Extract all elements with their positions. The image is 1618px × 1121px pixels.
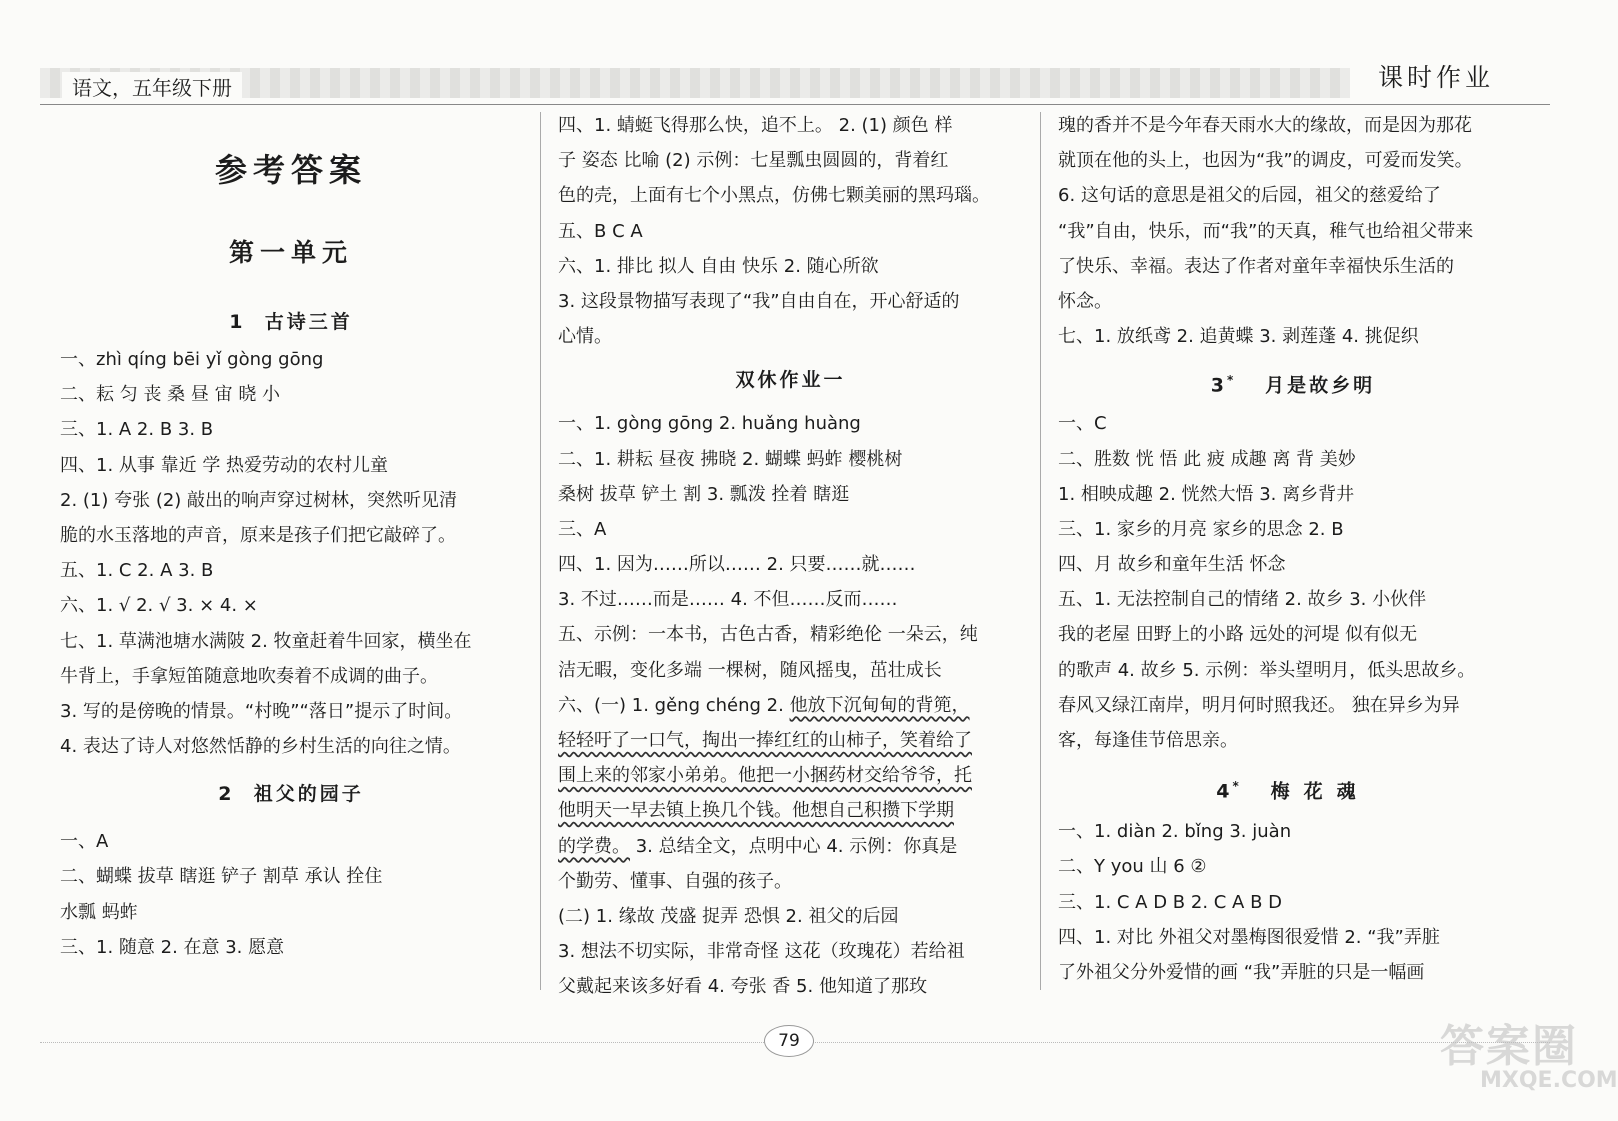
column-left [60,108,522,965]
column-divider [1040,112,1041,990]
answer-line: 四、1. 从事 靠近 学 热爱劳动的农村儿童 [60,454,389,476]
header-series-title: 课时作业 [1372,58,1500,94]
answer-line: 春风又绿江南岸，明月何时照我还。 独在异乡为异 [1058,694,1460,716]
underlined-answer: 的学费。 [558,835,630,857]
section-heading: 双休作业一 [735,369,846,392]
answer-line: 四、1. 对比 外祖父对墨梅图很爱惜 2. “我”弄脏 [1058,926,1440,948]
answer-line: 6. 这句话的意思是祖父的后园，祖父的慈爱给了 [1058,185,1441,207]
lesson-heading: 2 祖父的园子 [218,783,364,806]
header-book-title: 语文，五年级下册 [62,72,242,101]
answer-line: 了外祖父分外爱惜的画 “我”弄脏的只是一幅画 [1058,961,1425,983]
answer-line: 四、1. 蜻蜓飞得那么快，追不上。 2. (1) 颜色 样 [558,115,953,136]
answer-line: 1. 相映成趣 2. 恍然大悟 3. 离乡背井 [1058,483,1355,505]
header-rule [40,104,1550,105]
answer-line: 3. 想法不切实际，非常奇怪 这花（玫瑰花）若给祖 [558,941,965,963]
answer-line: 的学费。 3. 总结全文，点明中心 4. 示例：你真是 [558,835,958,857]
answer-line: 七、1. 草满池塘水满陂 2. 牧童赶着牛回家，横坐在 [60,630,472,652]
answer-line: 二、耘 匀 丧 桑 昼 宙 晓 小 [60,384,281,406]
answer-line: 三、1. 随意 2. 在意 3. 愿意 [60,936,285,958]
answer-line: 二、Y you 山 6 ② [1058,856,1207,878]
answer-line: 牛背上，手拿短笛随意地吹奏着不成调的曲子。 [60,665,438,687]
answer-line: 3. 不过……而是…… 4. 不但……反而…… [558,589,898,611]
lesson-heading: 1 古诗三首 [229,311,353,333]
answer-line: 我的老屋 田野上的小路 远处的河堤 似有似无 [1058,624,1418,646]
answer-line: 二、1. 耕耘 昼夜 拂晓 2. 蝴蝶 蚂蚱 樱桃树 [558,448,903,470]
answer-line: 二、蝴蝶 拔草 瞎逛 铲子 割草 承认 拴住 [60,866,383,888]
underlined-answer: 他明天一早去镇上换几个钱。他想自己积攒下学期 [558,800,954,822]
answer-line: 三、A [558,518,607,540]
answer-line: 怀念。 [1058,290,1112,312]
answer-line: 六、(一) 1. gěng chéng 2. 他放下沉甸甸的背篼， [558,694,970,716]
answer-line: 心情。 [558,326,612,348]
answer-line: 三、1. C A D B 2. C A B D [1058,891,1283,913]
answer-line: 三、1. A 2. B 3. B [60,419,214,441]
column-middle [558,108,1023,1005]
underlined-answer: 围上来的邻家小弟弟。他把一小捆药材交给爷爷，托 [558,765,972,787]
answer-line: 一、C [1058,413,1107,435]
answer-line: (二) 1. 缘故 茂盛 捉弄 恐惧 2. 祖父的后园 [558,905,899,927]
answer-line: 三、1. 家乡的月亮 家乡的思念 2. B [1058,518,1344,540]
answer-line: 3. 这段景物描写表现了“我”自由自在，开心舒适的 [558,290,960,312]
answer-line: 五、1. C 2. A 3. B [60,560,214,582]
column-right [1058,108,1528,990]
answer-line: 洁无暇，变化多端 一棵树，随风摇曳，茁壮成长 [558,659,942,681]
answer-line: 色的壳，上面有七个小黑点，仿佛七颗美丽的黑玛瑙。 [558,185,990,207]
answer-line: 四、月 故乡和童年生活 怀念 [1058,554,1286,576]
answer-line: 四、1. 因为……所以…… 2. 只要……就…… [558,554,916,576]
answer-line: 脆的水玉落地的声音，原来是孩子们把它敲碎了。 [60,524,456,546]
lesson-heading: 3* 月是故乡明 [1210,373,1376,397]
column-divider [540,112,541,990]
page-number: 79 [764,1025,814,1057]
underlined-answer: 他放下沉甸甸的背篼， [789,694,970,716]
underlined-answer: 轻轻吁了一口气，掏出一捧红红的山柿子，笑着给了 [558,730,972,751]
answer-line: 五、示例：一本书，古色古香，精彩绝伦 一朵云，纯 [558,624,978,646]
lesson-heading: 4* 梅花魂 [1216,779,1370,803]
answer-line: 五、B C A [558,220,643,242]
answer-line: 一、zhì qíng bēi yǐ gòng gōng [60,349,324,370]
answer-line: 2. (1) 夸张 (2) 敲出的响声穿过树林，突然听见清 [60,489,458,511]
answer-line: 父戴起来该多好看 4. 夸张 香 5. 他知道了那玫 [558,976,927,998]
answer-line: 3. 写的是傍晚的情景。“村晚”“落日”提示了时间。 [60,700,463,722]
answer-line: 桑树 拔草 铲土 割 3. 瓢泼 拴着 瞎逛 [558,483,850,505]
answer-line: 七、1. 放纸鸢 2. 追黄蝶 3. 剥莲蓬 4. 挑促织 [1058,326,1419,348]
page-title: 参考答案 [214,151,367,189]
answer-line: 就顶在他的头上，也因为“我”的调皮，可爱而发笑。 [1058,150,1473,172]
answer-line: 客，每逢佳节倍思亲。 [1058,730,1238,751]
answer-line: 的歌声 4. 故乡 5. 示例：举头望明月，低头思故乡。 [1058,659,1476,681]
answer-line: 了快乐、幸福。表达了作者对童年幸福快乐生活的 [1058,255,1454,277]
answer-line: 六、1. √ 2. √ 3. × 4. × [60,595,258,617]
answer-line: “我”自由，快乐，而“我”的天真，稚气也给祖父带来 [1058,220,1474,242]
answer-line: 瑰的香并不是今年春天雨水大的缘故，而是因为那花 [1058,115,1472,136]
answer-line: 六、1. 排比 拟人 自由 快乐 2. 随心所欲 [558,255,879,277]
answer-line: 五、1. 无法控制自己的情绪 2. 故乡 3. 小伙伴 [1058,589,1427,611]
answer-line: 子 姿态 比喻 (2) 示例：七星瓢虫圆圆的，背着红 [558,150,949,172]
watermark-logo: 答案圈 MXQE.COM [1440,1021,1618,1093]
answer-line: 4. 表达了诗人对悠然恬静的乡村生活的向往之情。 [60,736,461,758]
answer-line: 一、1. diàn 2. bǐng 3. juàn [1058,821,1292,843]
answer-line: 水瓢 蚂蚱 [60,901,138,923]
answer-line: 个勤劳、懂事、自强的孩子。 [558,870,792,892]
answer-line: 一、1. gòng gōng 2. huǎng huàng [558,413,861,435]
answer-line: 一、A [60,831,109,853]
answer-line: 二、胜数 恍 悟 此 疲 成趣 离 背 美妙 [1058,448,1356,470]
unit-title: 第一单元 [228,238,353,267]
